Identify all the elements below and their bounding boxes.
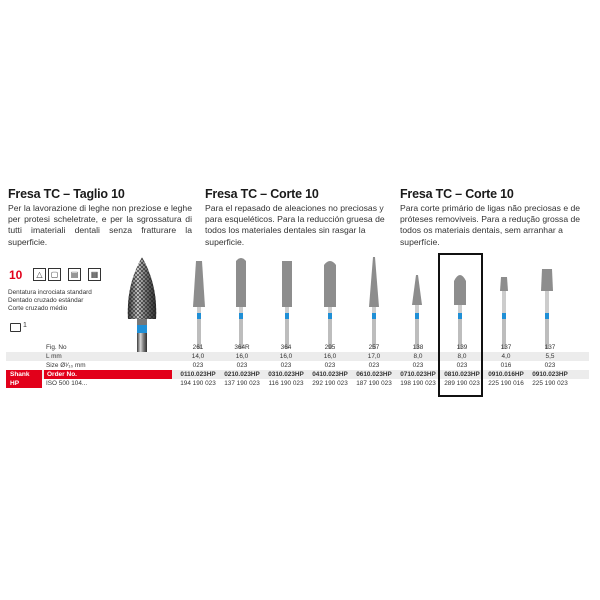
order-number[interactable]: 0910.016HP (488, 371, 524, 378)
section-desc-es: Para el repasado de aleaciones no preciosas y para esqueléticos. Para la reducción gruesa de todos los materiales dentales sin rasgar la superficie. (205, 203, 385, 247)
length-cell: 8,0 (457, 353, 467, 360)
bur-illustration-137-023 (535, 255, 559, 351)
length-cell: 16,0 (323, 353, 337, 360)
hp-label: HP (6, 379, 42, 388)
iso-cell: 116 190 023 (268, 380, 304, 387)
order-number[interactable]: 0610.023HP (356, 371, 392, 378)
length-row (6, 352, 589, 361)
iso-label: ISO 500 104... (46, 380, 88, 387)
fig-cell: 137 (544, 344, 556, 351)
order-number-selected[interactable]: 0810.023HP (444, 371, 480, 378)
size-cell: 023 (192, 362, 204, 369)
selected-product-highlight (438, 253, 483, 397)
tooth-model-icon: △ (33, 268, 46, 281)
order-number[interactable]: 0310.023HP (268, 371, 304, 378)
iso-row (6, 379, 589, 388)
size-cell: 016 (500, 362, 512, 369)
bur-illustration-large (118, 255, 166, 355)
section-title-es: Fresa TC – Corte 10 (205, 187, 319, 201)
length-cell: 16,0 (279, 353, 293, 360)
order-number[interactable]: 0910.023HP (532, 371, 568, 378)
order-number[interactable]: 0210.023HP (224, 371, 260, 378)
sprue-icon: ▦ (88, 268, 101, 281)
iso-cell: 225 190 023 (532, 380, 568, 387)
legend-line-it: Dentatura incrociata standard (8, 289, 92, 296)
size-cell: 023 (412, 362, 424, 369)
order-number[interactable]: 0710.023HP (400, 371, 436, 378)
fig-cell: 261 (192, 344, 204, 351)
iso-cell: 225 190 016 (488, 380, 524, 387)
section-desc-it: Per la lavorazione di leghe non preziose e leghe per protesi scheletrate, e per la sgrossatura di tutti imateriali dentali senza fratturare la superficie. (8, 203, 192, 247)
section-title-pt: Fresa TC – Corte 10 (400, 187, 514, 201)
bur-illustration-137-016 (492, 255, 516, 351)
fig-cell: 138 (412, 344, 424, 351)
order-number[interactable]: 0110.023HP (180, 371, 216, 378)
pack-icon (10, 323, 21, 332)
order-row (6, 370, 589, 379)
crown-icon: ▢ (48, 268, 61, 281)
fig-cell: 364 (280, 344, 292, 351)
size-row-label: Size Ø¹⁄₁₀ mm (46, 362, 86, 369)
grade-number: 10 (9, 268, 23, 282)
iso-cell: 292 190 023 (312, 380, 348, 387)
length-cell: 16,0 (235, 353, 249, 360)
size-cell: 023 (280, 362, 292, 369)
iso-cell: 137 190 023 (224, 380, 260, 387)
fig-cell: 139 (456, 344, 468, 351)
bur-illustration-364 (275, 255, 299, 351)
length-row-label: L mm (46, 353, 62, 360)
fig-row-label: Fig. No (46, 344, 67, 351)
fig-cell: 137 (500, 344, 512, 351)
bur-illustration-138 (405, 255, 429, 351)
iso-cell: 187 190 023 (356, 380, 392, 387)
section-title-it: Fresa TC – Taglio 10 (8, 187, 125, 201)
pack-quantity: 1 (23, 322, 27, 329)
length-cell: 5,5 (545, 353, 555, 360)
section-desc-pt: Para corte primário de ligas não preciosas e de próteses removiveis. Para a redução grossa de todos os materiais dentais, sem arranhar a superfície. (400, 203, 581, 247)
size-cell: 023 (456, 362, 468, 369)
iso-cell: 198 190 023 (400, 380, 436, 387)
legend-line-pt: Corte cruzado médio (8, 305, 68, 312)
bur-illustration-364R (229, 255, 253, 351)
bur-illustration-261 (187, 255, 211, 351)
length-cell: 14,0 (191, 353, 205, 360)
fig-row (6, 343, 589, 352)
fig-cell: 295 (324, 344, 336, 351)
shank-label: Shank (6, 370, 42, 379)
size-row (6, 361, 589, 370)
bur-illustration-257 (362, 255, 386, 351)
length-cell: 4,0 (501, 353, 511, 360)
denture-icon: ▤ (68, 268, 81, 281)
iso-cell: 289 190 023 (444, 380, 480, 387)
size-cell: 023 (236, 362, 248, 369)
size-cell: 023 (544, 362, 556, 369)
iso-cell: 194 190 023 (180, 380, 216, 387)
order-number[interactable]: 0410.023HP (312, 371, 348, 378)
size-cell: 023 (324, 362, 336, 369)
fig-cell: 364R (234, 344, 250, 351)
order-label: Order No. (44, 370, 172, 379)
length-cell: 17,0 (367, 353, 381, 360)
size-cell: 023 (368, 362, 380, 369)
legend-line-es: Dentado cruzado estándar (8, 297, 84, 304)
fig-cell: 257 (368, 344, 380, 351)
bur-illustration-295 (318, 255, 342, 351)
length-cell: 8,0 (413, 353, 423, 360)
